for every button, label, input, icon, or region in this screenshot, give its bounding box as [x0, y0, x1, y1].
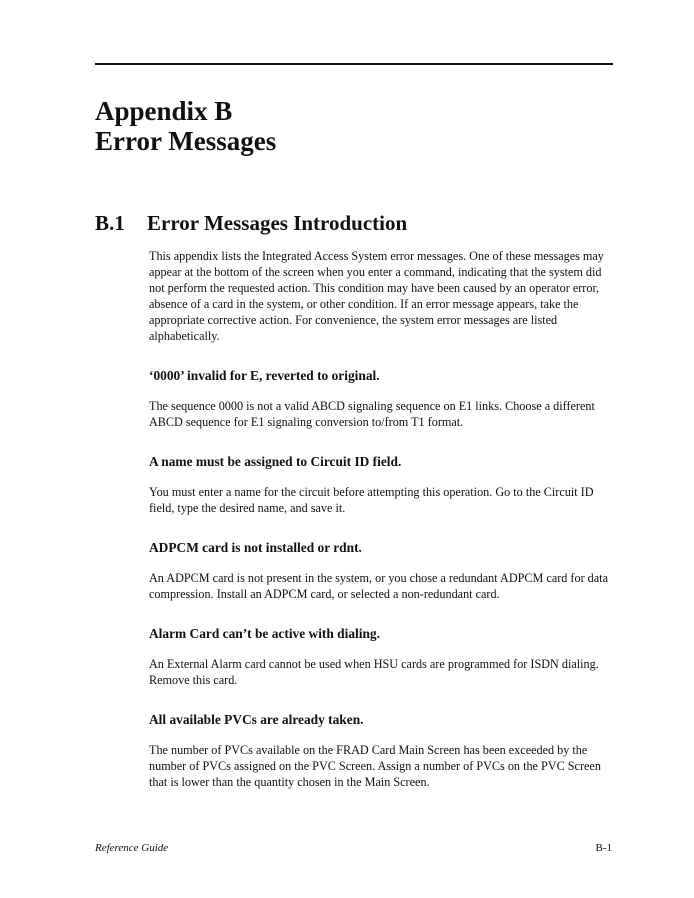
error-message-description: An ADPCM card is not present in the system, or you chose a redundant ADPCM card for data compression. Install an ADPCM card, or selected a non-redundant card.	[149, 571, 608, 601]
error-message-entry	[149, 626, 614, 688]
appendix-title	[95, 96, 276, 156]
error-message-heading: A name must be assigned to Circuit ID field.	[149, 454, 402, 469]
section-content	[149, 248, 614, 790]
error-message-entry	[149, 540, 614, 602]
footer-document-title: Reference Guide	[95, 842, 169, 854]
appendix-title-line1: Appendix B	[95, 96, 233, 126]
footer-page-number: B-1	[595, 842, 612, 854]
error-message-description: The number of PVCs available on the FRAD Card Main Screen has been exceeded by the number of PVCs assigned on the PVC Screen. Assign a number of PVCs on the PVC Screen that is lower than the quantity chosen in the Main Screen.	[149, 743, 601, 789]
section-number: B.1	[95, 211, 125, 235]
error-message-description: The sequence 0000 is not a valid ABCD signaling sequence on E1 links. Choose a different ABCD sequence for E1 signaling conversion to/from T1 format.	[149, 399, 595, 429]
error-message-description: An External Alarm card cannot be used when HSU cards are programmed for ISDN dialing. Remove this card.	[149, 657, 599, 687]
header-rule	[95, 63, 613, 65]
error-message-entry	[149, 454, 614, 516]
section-title: Error Messages Introduction	[147, 211, 408, 235]
error-message-heading: Alarm Card can’t be active with dialing.	[149, 626, 380, 641]
error-message-entry	[149, 368, 614, 430]
error-message-heading: All available PVCs are already taken.	[149, 712, 364, 727]
error-message-entry	[149, 712, 614, 790]
error-message-description: You must enter a name for the circuit before attempting this operation. Go to the Circuit ID field, type the desired name, and save it.	[149, 485, 594, 515]
appendix-title-line2: Error Messages	[95, 126, 277, 156]
error-message-heading: ‘0000’ invalid for E, reverted to original.	[149, 368, 380, 383]
error-message-heading: ADPCM card is not installed or rdnt.	[149, 540, 362, 555]
section-heading	[95, 210, 407, 236]
intro-paragraph: This appendix lists the Integrated Access System error messages. One of these messages may appear at the bottom of the screen when you enter a command, indicating that the system did not perform the requested action. This condition may have been caused by an operator error, absence of a card in the system, or other condition. If an error message appears, take the appropriate corrective action. For convenience, the system error messages are listed alphabetically.	[149, 249, 604, 343]
